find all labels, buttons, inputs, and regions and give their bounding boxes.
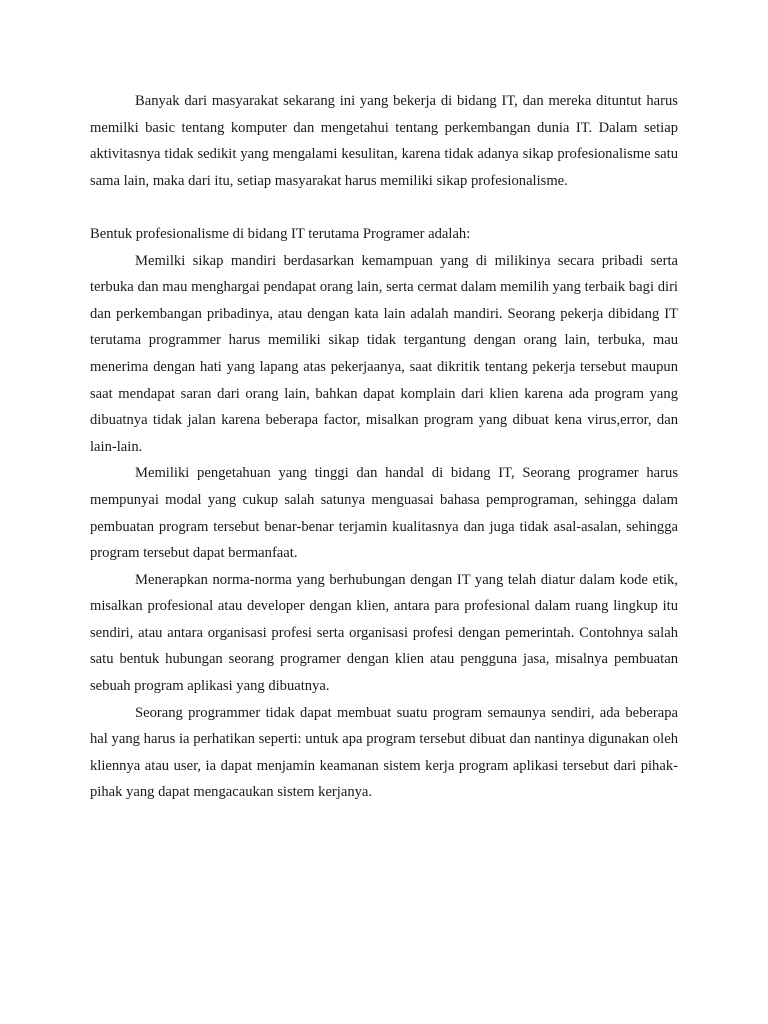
section-heading: Bentuk profesionalisme di bidang IT terutama Programer adalah: <box>90 225 471 242</box>
intro-paragraph: Banyak dari masyarakat sekarang ini yang bekerja di bidang IT, dan mereka dituntut harus memilki basic tentang komputer dan mengetahui tentang perkembangan dunia IT. Dalam setiap aktivitasnya tidak sedikit yang mengalami kesulitan, karena tidak adanya sikap profesionalisme satu sama lain, maka dari itu, setiap masyarakat harus memiliki sikap profesionalisme. <box>90 93 678 189</box>
paragraph-programmer: Seorang programmer tidak dapat membuat suatu program semaunya sendiri, ada beberapa hal yang harus ia perhatikan seperti: untuk apa program tersebut dibuat dan nantinya digunakan oleh kliennya atau user, ia dapat menjamin keamanan sistem kerja program aplikasi tersebut dari pihak-pihak yang dapat mengacaukan sistem kerjanya. <box>90 704 678 801</box>
paragraph-spacer <box>90 194 678 221</box>
paragraph-pengetahuan: Memiliki pengetahuan yang tinggi dan handal di bidang IT, Seorang programer harus mempunyai modal yang cukup salah satunya menguasai bahasa pemprograman, sehingga dalam pembuatan program tersebut benar-benar terjamin kualitasnya dan juga tidak asal-asalan, sehingga program tersebut dapat bermanfaat. <box>90 465 678 562</box>
paragraph-norma: Menerapkan norma-norma yang berhubungan dengan IT yang telah diatur dalam kode etik, misalkan profesional atau developer dengan klien, antara para profesional dalam ruang lingkup itu sendiri, atau antara organisasi profesi serta organisasi profesi dengan pemerintah. Contohnya salah satu bentuk hubungan seorang programer dengan klien atau pengguna jasa, misalnya pembuatan sebuah program aplikasi yang dibuatnya. <box>90 571 678 695</box>
paragraph-mandiri: Memilki sikap mandiri berdasarkan kemampuan yang di milikinya secara pribadi serta terbuka dan mau menghargai pendapat orang lain, serta cermat dalam memilih yang terbaik bagi diri dan perkembangan pribadinya, atau dengan kata lain adalah mandiri. Seorang pekerja dibidang IT terutama programmer harus memiliki sikap tidak tergantung dengan orang lain, terbuka, mau menerima dengan hati yang lapang atas pekerjaanya, saat dikritik tentang pekerja tersebut maupun saat mendapat saran dari orang lain, bahkan dapat komplain dari klien karena ada program yang dibuatnya tidak jalan karena beberapa factor, misalkan program yang dibuat kena virus,error, dan lain-lain. <box>90 252 678 455</box>
